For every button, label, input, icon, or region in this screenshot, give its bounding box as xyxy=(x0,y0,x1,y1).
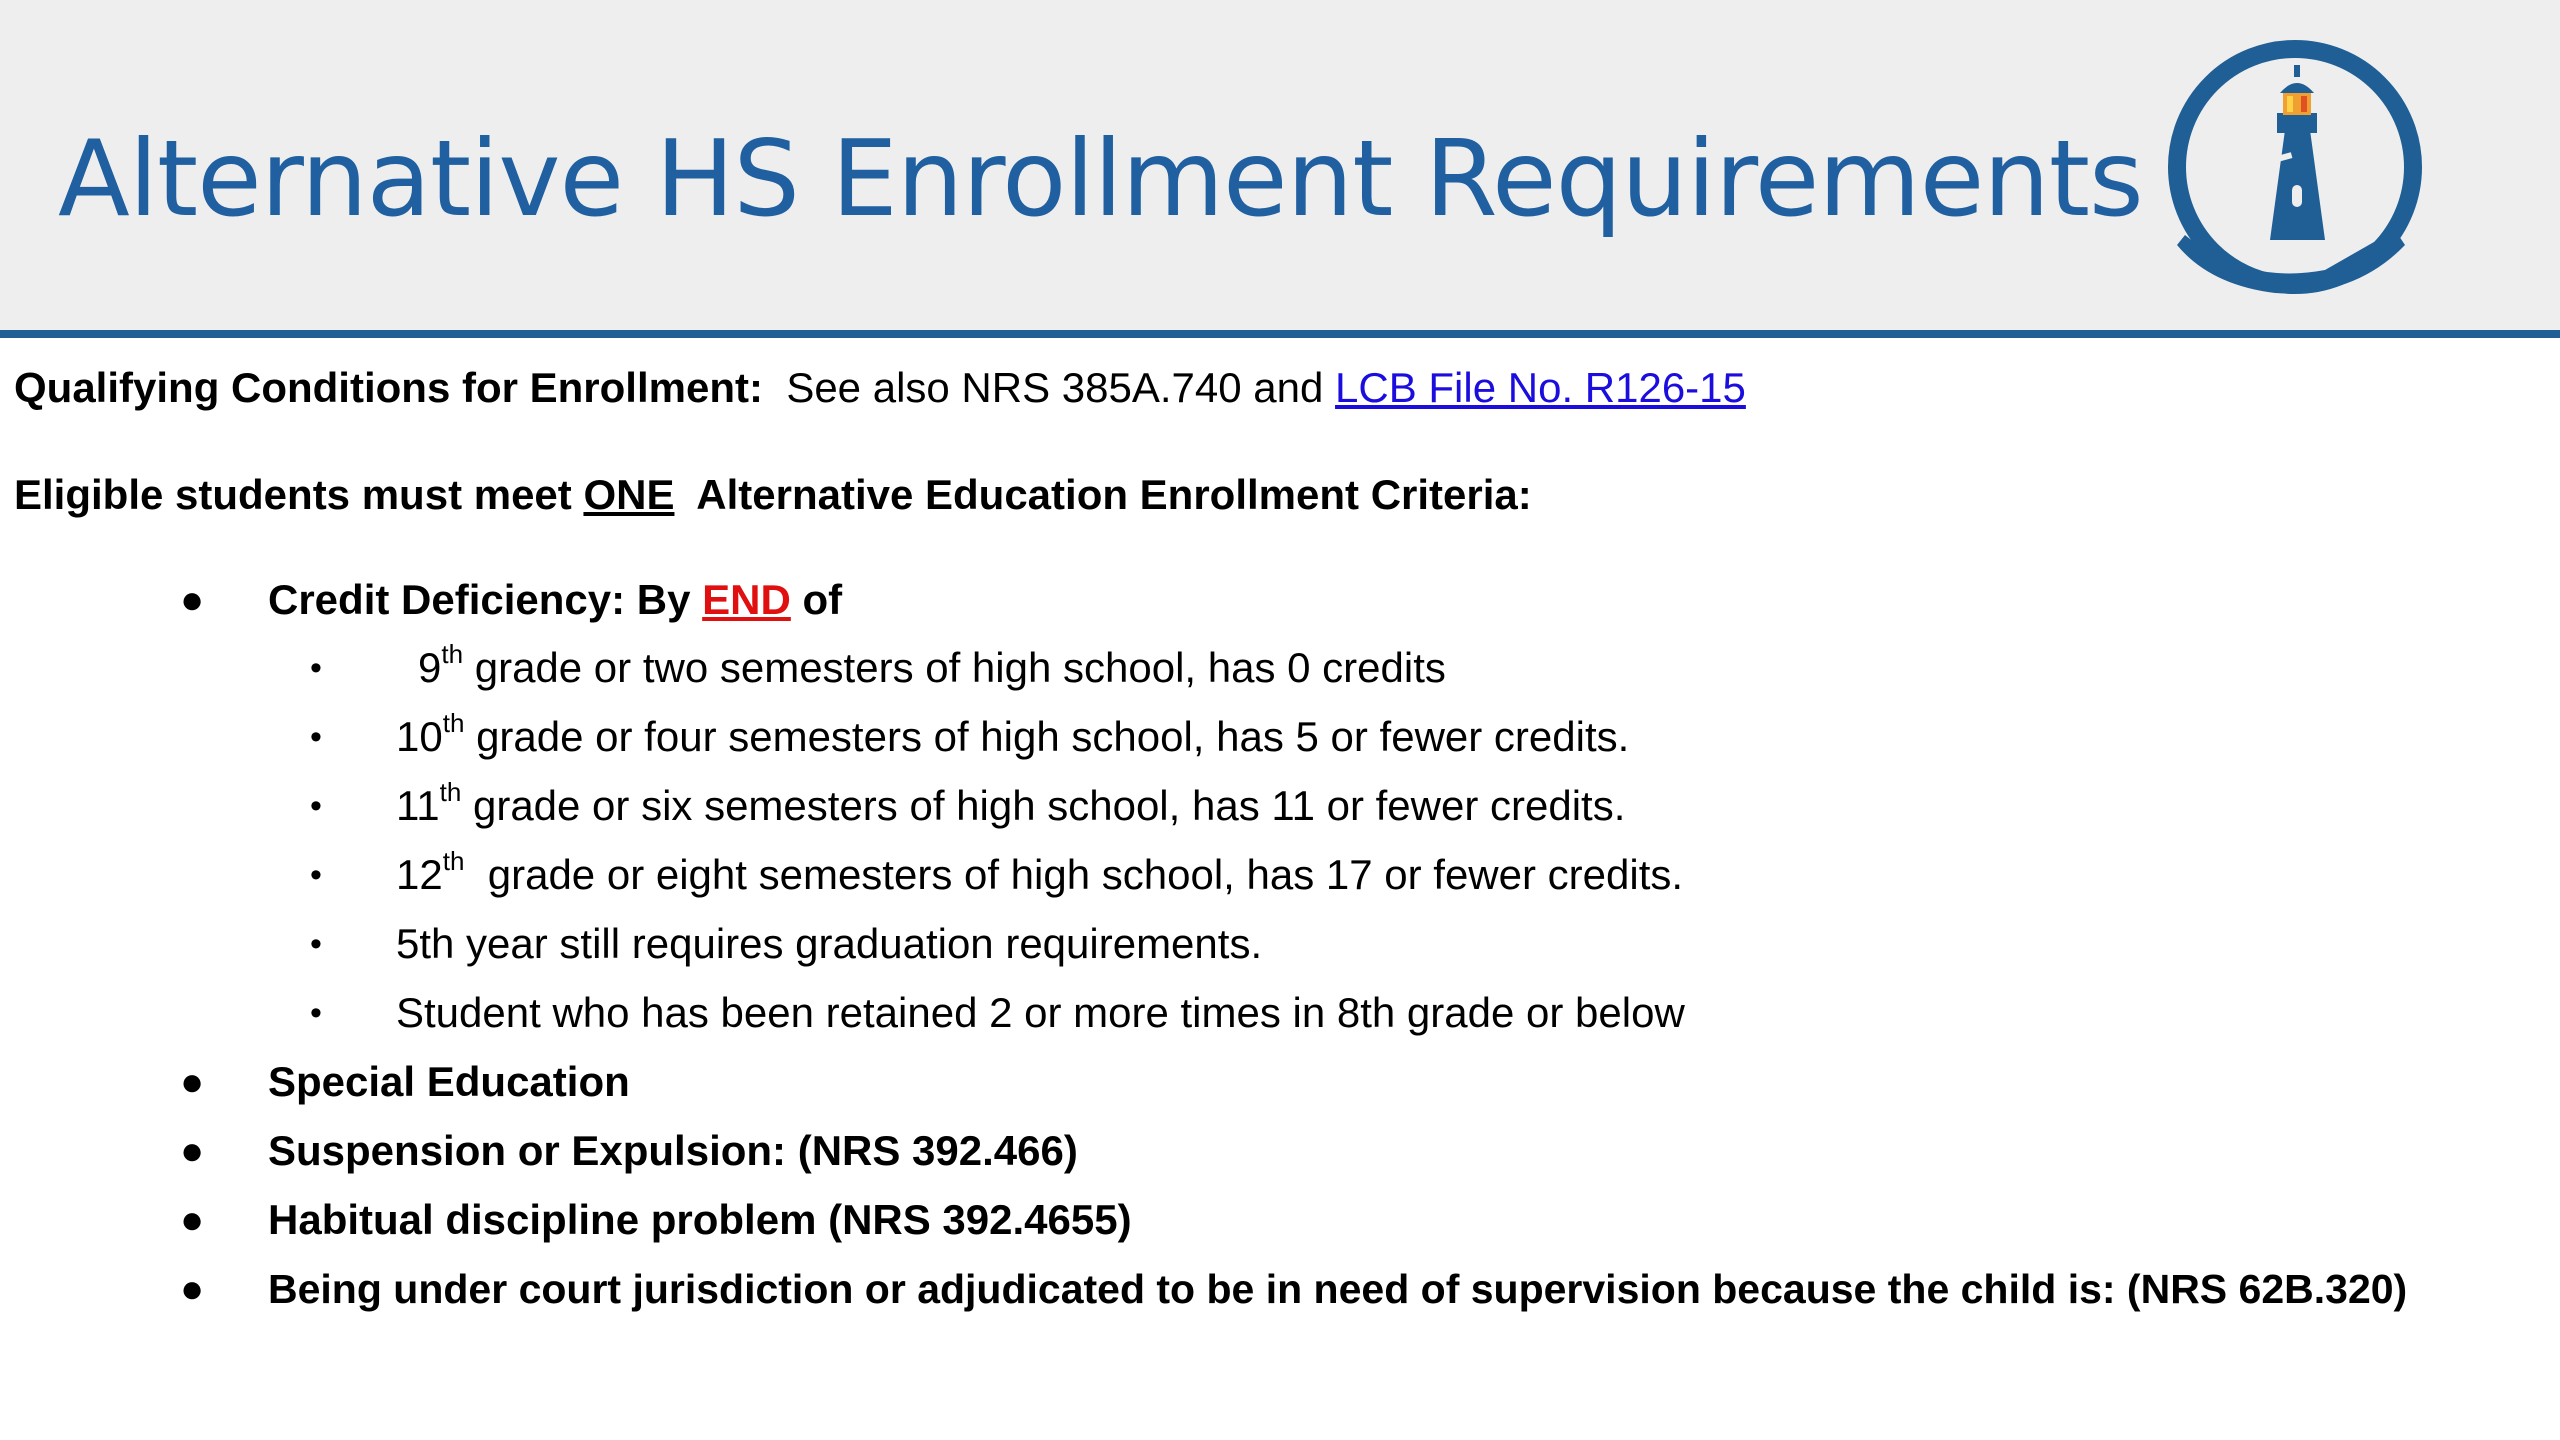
credit-end: END xyxy=(702,576,791,623)
sub-bullet-icon: • xyxy=(310,994,322,1032)
bullet-icon: ● xyxy=(180,1060,205,1104)
bullet-icon: ● xyxy=(180,1129,205,1173)
bullet-icon: ● xyxy=(180,1267,205,1311)
header-divider xyxy=(0,330,2560,338)
grade-number: 9 xyxy=(418,644,442,691)
qualifying-line xyxy=(14,358,1746,418)
grade-suffix: th xyxy=(439,777,462,807)
grade-number: 10 xyxy=(396,713,443,760)
header-band xyxy=(0,0,2560,330)
credit-label: Credit Deficiency: By xyxy=(268,576,691,623)
bullet-icon: ● xyxy=(180,1198,205,1242)
credit-item-text: grade or six semesters of high school, has 11 or fewer credits. xyxy=(472,782,1626,829)
eligible-prefix: Eligible students must meet xyxy=(14,471,572,518)
credit-item-text: grade or two semesters of high school, has 0 credits xyxy=(474,644,1446,691)
credit-item-text: grade or four semesters of high school, has 5 or fewer credits. xyxy=(476,713,1630,760)
grade-suffix: th xyxy=(442,708,465,738)
sub-bullet-icon: • xyxy=(310,649,322,687)
grade-number: 12 xyxy=(396,851,443,898)
credit-item-9 xyxy=(418,638,1446,698)
page-title: Alternative HS Enrollment Requirements xyxy=(58,118,2143,240)
credit-item-10 xyxy=(396,707,1629,767)
credit-item-retained: Student who has been retained 2 or more times in 8th grade or below xyxy=(396,989,1685,1036)
credit-item-11 xyxy=(396,776,1625,836)
criteria-court: Being under court jurisdiction or adjudicated to be in need of supervision because the child is: (NRS 62B.320) xyxy=(268,1266,2408,1312)
criteria-suspension: Suspension or Expulsion: (NRS 392.466) xyxy=(268,1127,1078,1174)
qualifying-text: See also NRS 385A.740 and xyxy=(786,364,1324,411)
sub-bullet-icon: • xyxy=(310,856,322,894)
lcb-file-link[interactable]: LCB File No. R126-15 xyxy=(1335,364,1746,411)
criteria-discipline: Habitual discipline problem (NRS 392.4655) xyxy=(268,1196,1132,1243)
grade-suffix: th xyxy=(442,846,465,876)
sub-bullet-icon: • xyxy=(310,718,322,756)
credit-of: of xyxy=(802,576,843,623)
credit-deficiency-item xyxy=(268,570,842,630)
eligible-emphasis: ONE xyxy=(583,471,675,518)
grade-suffix: th xyxy=(441,639,464,669)
criteria-special-education: Special Education xyxy=(268,1058,630,1105)
credit-item-text: grade or eight semesters of high school, has 17 or fewer credits. xyxy=(487,851,1684,898)
bullet-icon: ● xyxy=(180,578,205,622)
grade-number: 11 xyxy=(396,782,440,829)
sub-bullet-icon: • xyxy=(310,925,322,963)
lighthouse-logo-icon xyxy=(2155,35,2435,300)
eligible-suffix: Alternative Education Enrollment Criteria: xyxy=(696,471,1532,518)
credit-item-12 xyxy=(396,845,1683,905)
qualifying-label: Qualifying Conditions for Enrollment: xyxy=(14,364,763,411)
sub-bullet-icon: • xyxy=(310,787,322,825)
eligible-line xyxy=(14,465,1532,525)
credit-item-fifth-year: 5th year still requires graduation requirements. xyxy=(396,920,1263,967)
